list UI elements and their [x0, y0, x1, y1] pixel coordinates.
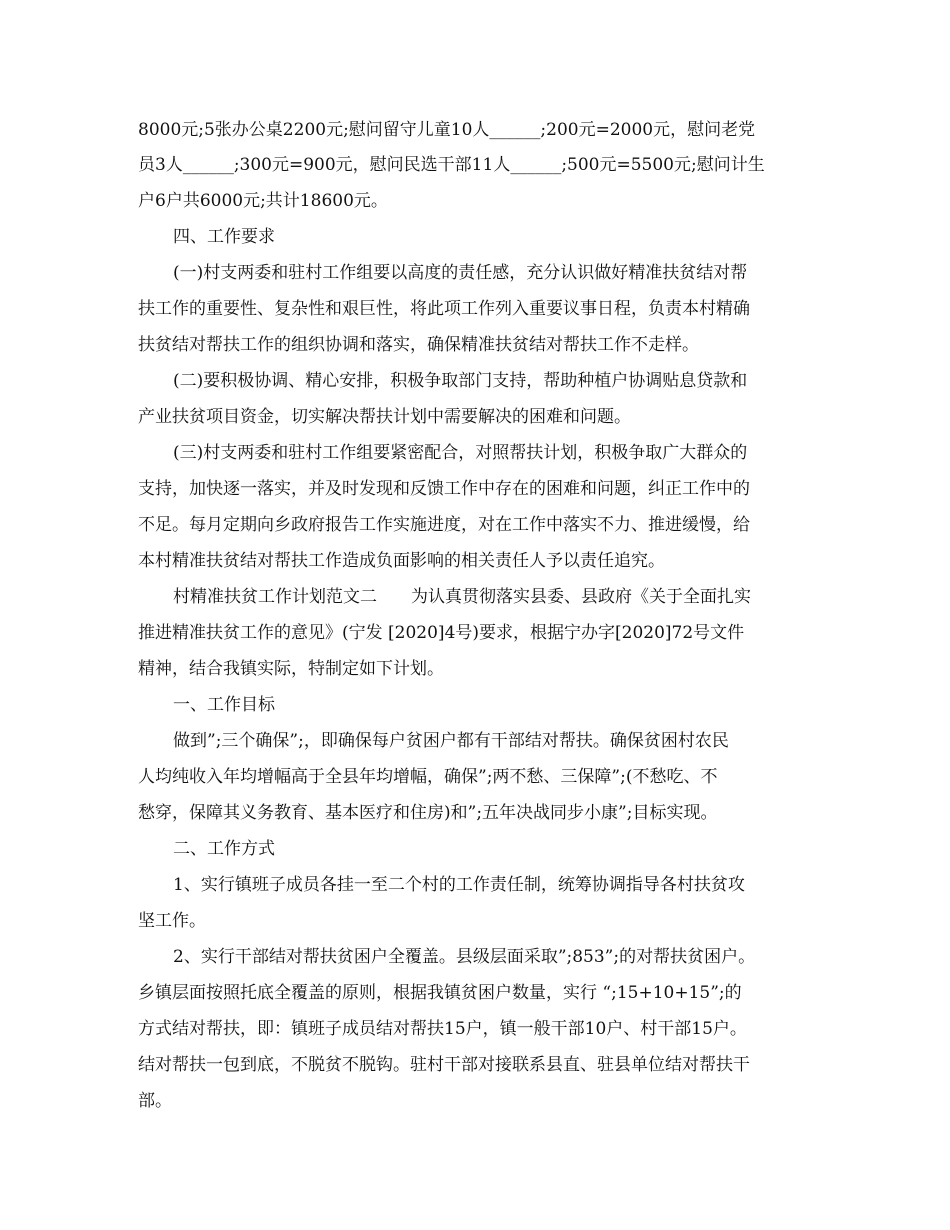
text-line: 员3人______;300元=900元，慰问民选干部11人______;500元=5500元;慰问计生 [138, 155, 765, 175]
text-line: 扶贫结对帮扶工作的组织协调和落实，确保精准扶贫结对帮扶工作不走样。 [138, 335, 699, 355]
text-line: 推进精准扶贫工作的意见》(宁发 [2020]4号)要求，根据宁办字[2020]72号文件 [138, 623, 745, 643]
text-line: 人均纯收入年均增幅高于全县年均增幅，确保”;两不愁、三保障”;(不愁吃、不 [138, 767, 718, 787]
text-line: 方式结对帮扶，即：镇班子成员结对帮扶15户，镇一般干部10户、村干部15户。 [138, 1019, 747, 1039]
text-line: 不足。每月定期向乡政府报告工作实施进度，对在工作中落实不力、推进缓慢，给 [138, 515, 750, 535]
text-line: (三)村支两委和驻村工作组要紧密配合，对照帮扶计划，积极争取广大群众的 [173, 443, 748, 463]
text-line: 产业扶贫项目资金，切实解决帮扶计划中需要解决的困难和问题。 [138, 407, 631, 427]
text-line: 结对帮扶一包到底，不脱贫不脱钩。驻村干部对接联系县直、驻县单位结对帮扶干 [138, 1055, 750, 1075]
text-line: 做到”;三个确保”;，即确保每户贫困户都有干部结对帮扶。确保贫困村农民 [173, 731, 729, 751]
text-line: (二)要积极协调、精心安排，积极争取部门支持，帮助种植户协调贴息贷款和 [173, 371, 748, 391]
section-heading: 一、工作目标 [173, 695, 275, 715]
text-line: 2、实行干部结对帮扶贫困户全覆盖。县级层面采取”;853”;的对帮扶贫困户。 [173, 947, 756, 967]
text-line: 1、实行镇班子成员各挂一至二个村的工作责任制，统筹协调指导各村扶贫攻 [173, 875, 745, 895]
text-line: 支持，加快逐一落实，并及时发现和反馈工作中存在的困难和问题，纠正工作中的 [138, 479, 750, 499]
text-line: 扶工作的重要性、复杂性和艰巨性，将此项工作列入重要议事日程，负责本村精确 [138, 299, 750, 319]
text-line: 精神，结合我镇实际，特制定如下计划。 [138, 659, 444, 679]
section-heading: 二、工作方式 [173, 839, 275, 859]
text-line: 本村精准扶贫结对帮扶工作造成负面影响的相关责任人予以责任追究。 [138, 551, 665, 571]
text-line: 坚工作。 [138, 911, 206, 931]
text-line: 8000元;5张办公桌2200元;慰问留守儿童10人______;200元=2000元，慰问老党 [138, 120, 756, 140]
text-line: 部。 [138, 1091, 172, 1111]
text-line: 愁穿，保障其义务教育、基本医疗和住房)和”;五年决战同步小康”;目标实现。 [138, 803, 718, 823]
text-line: (一)村支两委和驻村工作组要以高度的责任感，充分认识做好精准扶贫结对帮 [173, 263, 748, 283]
text-line: 村精准扶贫工作计划范文二 为认真贯彻落实县委、县政府《关于全面扎实 [173, 587, 751, 607]
text-line: 乡镇层面按照托底全覆盖的原则，根据我镇贫困户数量，实行 “;15+10+15”;的 [138, 983, 742, 1003]
text-line: 户6户共6000元;共计18600元。 [138, 191, 388, 211]
section-heading: 四、工作要求 [173, 227, 275, 247]
